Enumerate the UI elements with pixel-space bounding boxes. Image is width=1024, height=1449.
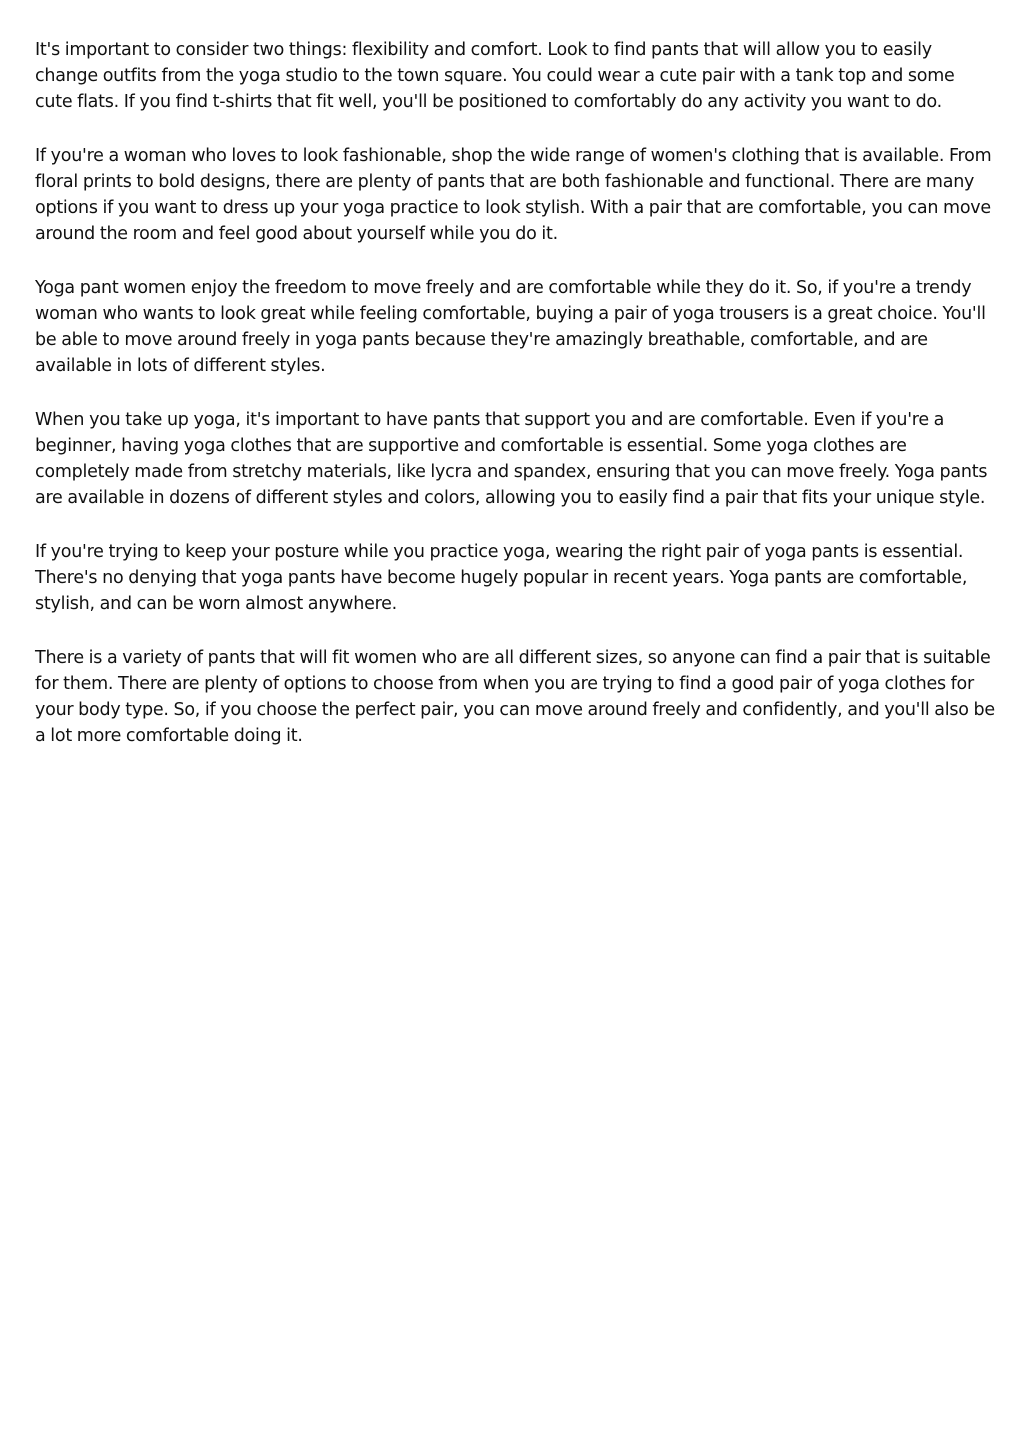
paragraph-2: If you're a woman who loves to look fashionable, shop the wide range of women's clothing that is available. From floral prints to bold designs, there are plenty of pants that are both fashionable and functional. There are many options if you want to dress up your yoga practice to look stylish. With a pair that are comfortable, you can move around the room and feel good about yourself while you do it. <box>35 146 992 244</box>
paragraph-6: There is a variety of pants that will fit women who are all different sizes, so anyone can find a pair that is suitable for them. There are plenty of options to choose from when you are trying to find a good pair of yoga clothes for your body type. So, if you choose the perfect pair, you can move around freely and confidently, and you'll also be a lot more comfortable doing it. <box>35 648 995 746</box>
paragraph-1: It's important to consider two things: flexibility and comfort. Look to find pants that will allow you to easily change outfits from the yoga studio to the town square. You could wear a cute pair with a tank top and some cute flats. If you find t-shirts that fit well, you'll be positioned to comfortably do any activity you want to do. <box>35 40 955 112</box>
document-body <box>35 37 995 777</box>
paragraph-4: When you take up yoga, it's important to have pants that support you and are comfortable. Even if you're a beginner, having yoga clothes that are supportive and comfortable is essential. Some yoga clothes are completely made from stretchy materials, like lycra and spandex, ensuring that you can move freely. Yoga pants are available in dozens of different styles and colors, allowing you to easily find a pair that fits your unique style. <box>35 410 988 508</box>
paragraph-5: If you're trying to keep your posture while you practice yoga, wearing the right pair of yoga pants is essential. There's no denying that yoga pants have become hugely popular in recent years. Yoga pants are comfortable, stylish, and can be worn almost anywhere. <box>35 542 968 614</box>
paragraph-3: Yoga pant women enjoy the freedom to move freely and are comfortable while they do it. So, if you're a trendy woman who wants to look great while feeling comfortable, buying a pair of yoga trousers is a great choice. You'll be able to move around freely in yoga pants because they're amazingly breathable, comfortable, and are available in lots of different styles. <box>35 278 986 376</box>
